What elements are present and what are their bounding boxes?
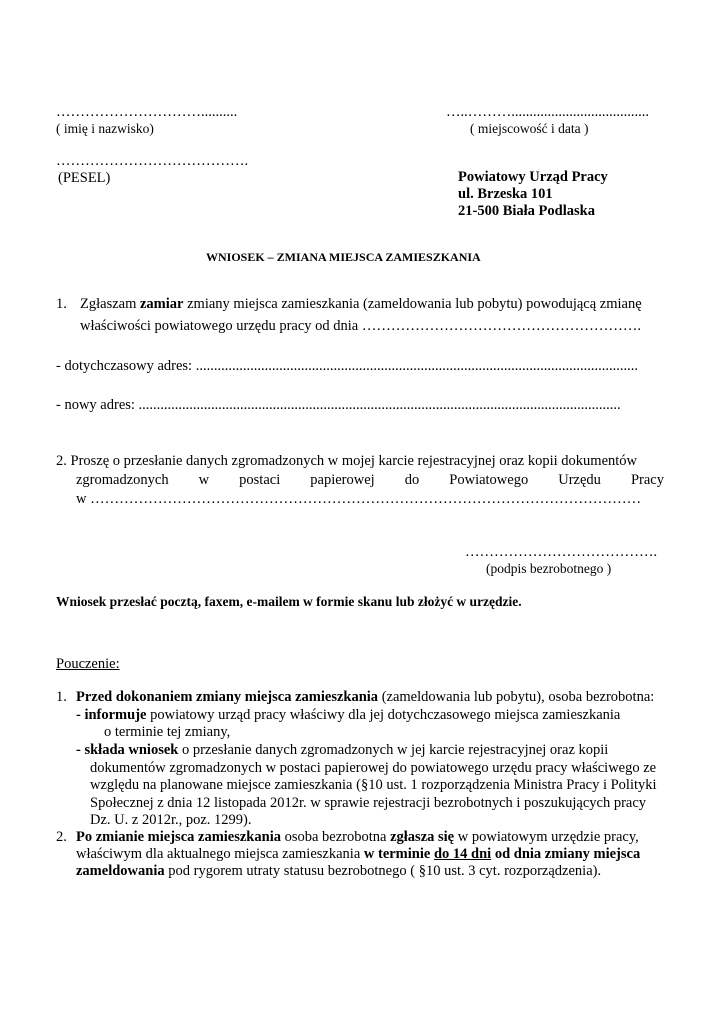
signature-label: (podpis bezrobotnego ) <box>486 561 612 576</box>
name-dotted-line: ………………………….......... <box>56 104 238 120</box>
item1-number: 1. <box>56 296 67 312</box>
notice-p1-number: 1. <box>56 689 67 705</box>
notice-a-line2: o terminie tej zmiany, <box>104 724 231 740</box>
notice-b-line4: Społecznej z dnia 12 listopada 2012r. w sprawie rejestracji bezrobotnych i poszukujących pracy <box>90 795 647 811</box>
notice-b-line1: - składa wniosek o przesłanie danych zgromadzonych w jej karcie rejestracyjnej oraz kopii <box>76 742 609 758</box>
page-title: WNIOSEK – ZMIANA MIEJSCA ZAMIESZKANIA <box>206 250 481 264</box>
pesel-label: (PESEL) <box>58 170 111 186</box>
office-city: 21-500 Biała Podlaska <box>458 203 595 219</box>
notice-heading: Pouczenie: <box>56 656 120 672</box>
notice-p2-number: 2. <box>56 829 67 845</box>
notice-b-line3: względu na planowane miejsce zamieszkania (§10 ust. 1 rozporządzenia Ministra Pracy i Polityki <box>90 777 657 793</box>
send-instruction: Wniosek przesłać pocztą, faxem, e-mailem w formie skanu lub złożyć w urzędzie. <box>56 594 522 609</box>
pesel-dotted-line: …………………………………. <box>56 153 249 169</box>
old-address-field: - dotychczasowy adres: .......................................................................................................................... <box>56 358 638 374</box>
notice-p2-line2: właściwym dla aktualnego miejsca zamieszkania w terminie do 14 dni od dnia zmiany miejsca <box>76 846 641 862</box>
place-date-label: ( miejscowość i data ) <box>470 121 589 136</box>
item2-line2: zgromadzonych w postaci papierowej do Powiatowego Urzędu Pracy <box>76 472 664 488</box>
item1-line2: właściwości powiatowego urzędu pracy od dnia …………………………………………………. <box>80 318 641 334</box>
item1-line1: Zgłaszam zamiar zmiany miejsca zamieszkania (zameldowania lub pobytu) powodującą zmianę <box>80 296 642 312</box>
notice-p2-line3: zameldowania pod rygorem utraty statusu bezrobotnego ( §10 ust. 3 cyt. rozporządzenia). <box>76 863 602 879</box>
new-address-field: - nowy adres: ..................................................................................................................................... <box>56 397 621 413</box>
item2-line1: 2. Proszę o przesłanie danych zgromadzonych w mojej karcie rejestracyjnej oraz kopii dokumentów <box>56 453 637 469</box>
name-label: ( imię i nazwisko) <box>56 121 154 136</box>
notice-p1-line1: Przed dokonaniem zmiany miejsca zamieszkania (zameldowania lub pobytu), osoba bezrobotna: <box>76 689 655 705</box>
office-street: ul. Brzeska 101 <box>458 186 553 202</box>
place-date-dotted-line: …..………...................................... <box>446 104 649 120</box>
office-name: Powiatowy Urząd Pracy <box>458 169 608 185</box>
notice-a-line1: - informuje powiatowy urząd pracy właściwy dla jej dotychczasowego miejsca zamieszkania <box>76 707 621 723</box>
signature-dotted-line: …………………………………. <box>465 544 658 560</box>
notice-p2-line1: Po zmianie miejsca zamieszkania osoba bezrobotna zgłasza się w powiatowym urzędzie pracy, <box>76 829 639 845</box>
notice-b-line2: dokumentów zgromadzonych w postaci papierowej do powiatowego urzędu pracy właściwego ze <box>90 760 657 776</box>
item2-line3: w …………………………………………………………………………………………………… <box>76 491 642 507</box>
notice-b-line5: Dz. U. z 2012r., poz. 1299). <box>90 812 252 828</box>
